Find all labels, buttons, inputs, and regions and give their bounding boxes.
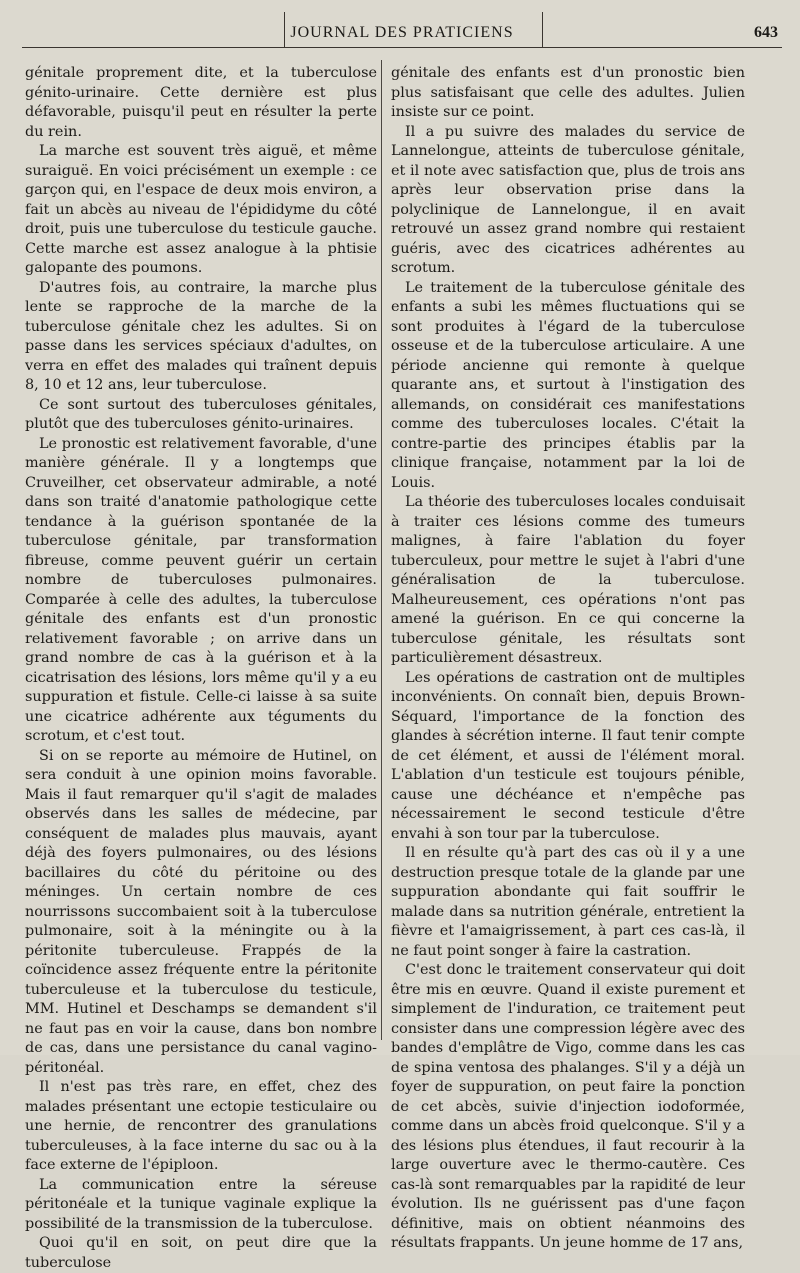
- paragraph: génitale des enfants est d'un pronostic bien plus satisfaisant que celle des adultes. Julien insiste sur ce point.: [391, 65, 745, 120]
- paragraph: Il n'est pas très rare, en effet, chez des malades présentant une ectopie testiculaire ou une hernie, de rencontrer des granulations tuberculeuses, à la face interne du sac ou à la face externe de l'épiploon.: [25, 1079, 377, 1173]
- paragraph: génitale proprement dite, et la tuberculose génito-urinaire. Cette dernière est plus défavorable, puisqu'il peut en résulter la perte du rein.: [25, 65, 377, 140]
- paragraph: D'autres fois, au contraire, la marche plus lente se rapproche de la marche de la tuberculose génitale chez les adultes. Si on passe dans les services spéciaux d'adultes, on verra en effet des malades qui traînent depuis 8, 10 et 12 ans, leur tuberculose.: [25, 279, 377, 393]
- paragraph: Il a pu suivre des malades du service de Lannelongue, atteints de tuberculose génitale, et il note avec satisfaction que, plus de trois ans après leur observation prise dans la polyclinique de Lannelongue, il en avait retrouvé un assez grand nombre qui restaient guéris, avec des cicatrices adhérentes au scrotum.: [391, 123, 745, 276]
- paragraph: La communication entre la séreuse péritonéale et la tunique vaginale explique la possibilité de la transmission de la tuberculose.: [25, 1176, 377, 1232]
- paragraph: Le traitement de la tuberculose génitale des enfants a subi les mêmes fluctuations qui se sont produites à l'égard de la tuberculose osseuse et de la tuberculose articulaire. A une période ancienne qui remonte à quelque quarante ans, et surtout à l'instigation des allemands, on considérait ces manifestations comme des tuberculoses locales. C'était la contre-partie des principes établis par la clinique française, notamment par la loi de Louis.: [391, 279, 745, 491]
- left-column: [25, 64, 377, 1273]
- paragraph: Le pronostic est relativement favorable, d'une manière générale. Il y a longtemps que Cruveilher, cet observateur admirable, a noté dans son traité d'anatomie pathologique cette tendance à la guérison spontanée de la tuberculose génitale, par transformation fibreuse, comme peuvent guérir un certain nombre de tuberculoses pulmonaires. Comparée à celle des adultes, la tuberculose génitale des enfants est d'un pronostic relativement favorable ; on arrive dans un grand nombre de cas à la guérison et à la cicatrisation des lésions, lors même qu'il y a eu suppuration et fistule. Celle-ci laisse à sa suite une cicatrice adhérente aux téguments du scrotum, et c'est tout.: [25, 435, 377, 744]
- paragraph: Il en résulte qu'à part des cas où il y a une destruction presque totale de la glande par une suppuration abondante qui fait souffrir le malade dans sa nutrition générale, entretient la fièvre et l'amaigrissement, à part ces cas-là, il ne faut point songer à faire la castration.: [391, 845, 745, 959]
- journal-title: JOURNAL DES PRATICIENS: [290, 24, 514, 41]
- right-column: [391, 64, 745, 1254]
- paragraph: C'est donc le traitement conservateur qui doit être mis en œuvre. Quand il existe purement et simplement de l'induration, ce traitement peut consister dans une compression légère avec des bandes d'emplâtre de Vigo, comme dans les cas de spina ventosa des phalanges. S'il y a déjà un foyer de suppuration, on peut faire la ponction de cet abcès, suivie d'injection iodoformée, comme dans un abcès froid quelconque. S'il y a des lésions plus étendues, il faut recourir à la large ouverture avec le thermo-cautère. Ces cas-là sont remarquables par la rapidité de leur évolution. Ils ne guérissent pas d'une façon définitive, mais on obtient néanmoins des résultats frappants. Un jeune homme de 17 ans,: [391, 962, 745, 1251]
- column-divider: [381, 60, 382, 1040]
- paragraph: Les opérations de castration ont de multiples inconvénients. On connaît bien, depuis Brown-Séquard, l'importance de la fonction des glandes à sécrétion interne. Il faut tenir compte de cet élément, et aussi de l'élément moral. L'ablation d'un testicule est toujours pénible, cause une déchéance et n'empêche pas nécessairement le second testicule d'être envahi à son tour par la tuberculose.: [391, 669, 745, 842]
- running-header: [22, 18, 782, 48]
- header-underline: [22, 47, 782, 48]
- paragraph: La théorie des tuberculoses locales conduisait à traiter ces lésions comme des tumeurs malignes, à faire l'ablation du foyer tuberculeux, pour mettre le sujet à l'abri d'une généralisation de la tuberculose. Malheureusement, ces opérations n'ont pas amené la guérison. En ce qui concerne la tuberculose génitale, les résultats sont particulièrement désastreux.: [391, 494, 745, 666]
- page-number: 643: [754, 24, 778, 41]
- paragraph: La marche est souvent très aiguë, et même suraiguë. En voici précisément un exemple : ce garçon qui, en l'espace de deux mois environ, a fait un abcès au niveau de l'épididyme du côté droit, puis une tuberculose du testicule gauche. Cette marche est assez analogue à la phtisie galopante des poumons.: [25, 143, 377, 276]
- paragraph: Si on se reporte au mémoire de Hutinel, on sera conduit à une opinion moins favorable. Mais il faut remarquer qu'il s'agit de malades observés dans les salles de médecine, par conséquent de malades plus mauvais, ayant déjà des foyers pulmonaires, ou des lésions bacillaires du côté du péritoine ou des méninges. Un certain nombre de ces nourrissons succombaient soit à la tuberculose pulmonaire, soit à la méningite ou à la péritonite tuberculeuse. Frappés de la coïncidence assez fréquente entre la péritonite tuberculeuse et la tuberculose du testicule, MM. Hutinel et Deschamps se demandent s'il ne faut pas en voir la cause, dans bon nombre de cas, dans une persistance du canal vagino-péritonéal.: [25, 747, 377, 1076]
- paragraph: Ce sont surtout des tuberculoses génitales, plutôt que des tuberculoses génito-urinaires.: [25, 396, 377, 432]
- paragraph: Quoi qu'il en soit, on peut dire que la tuberculose: [25, 1235, 377, 1271]
